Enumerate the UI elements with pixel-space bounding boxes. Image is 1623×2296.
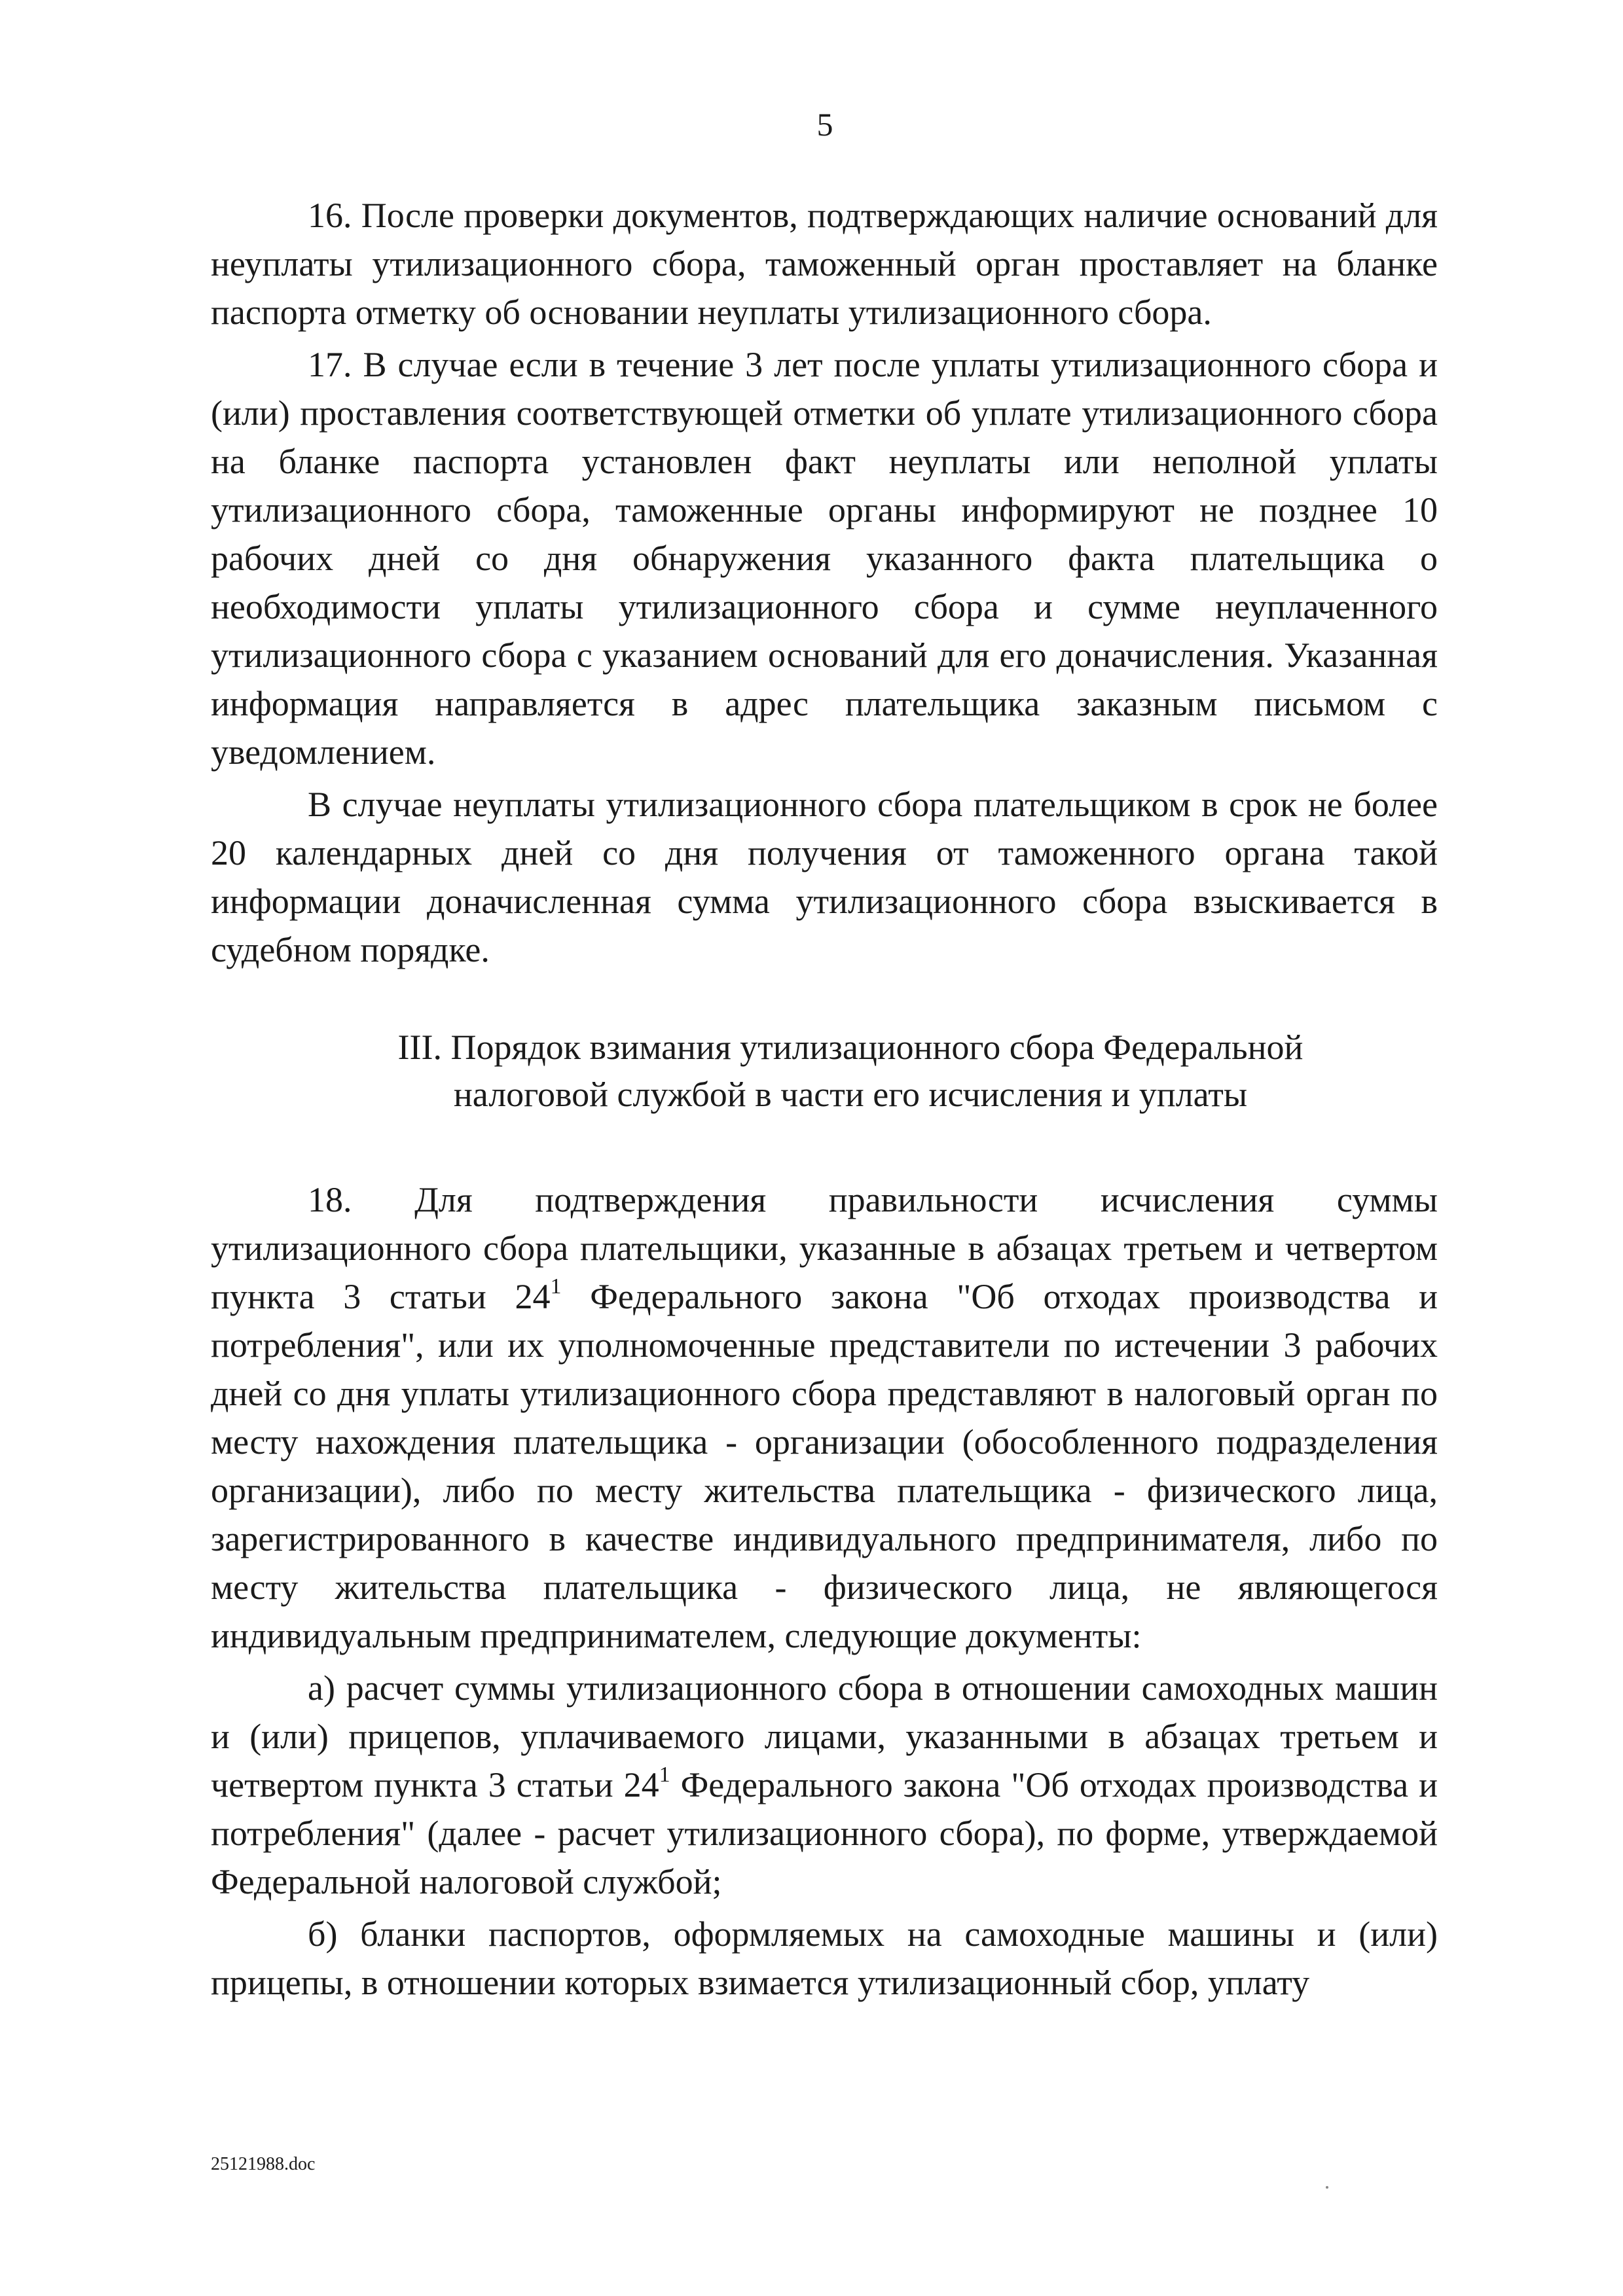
- paragraph-18-superscript: 1: [550, 1274, 562, 1299]
- section-heading-iii: [211, 1024, 1438, 1118]
- item-b: б) бланки паспортов, оформляемых на самоходные машины и (или) прицепы, в отношении которых взимается утилизационный сбор, уплату: [211, 1914, 1438, 2002]
- paragraph-18: [211, 1175, 1438, 1660]
- section-heading-line-1: III. Порядок взимания утилизационного сбора Федеральной: [397, 1028, 1304, 1067]
- paragraph-18-part-1: 18. Для подтверждения правильности исчисления суммы утилизационного сбора плательщики, указанные в абзацах третьем и четвертом пункта 3 статьи 24: [211, 1180, 1438, 1316]
- paragraph-17: 17. В случае если в течение 3 лет после уплаты утилизационного сбора и (или) проставления соответствующей отметки об уплате утилизационного сбора на бланке паспорта установлен факт неуплаты или неполной уплаты утилизационного сбора, таможенные органы информируют не позднее 10 рабочих дней со дня обнаружения указанного факта плательщика о необходимости уплаты утилизационного сбора и сумме неуплаченного утилизационного сбора с указанием оснований для его доначисления. Указанная информация направляется в адрес плательщика заказным письмом с уведомлением.: [211, 345, 1438, 772]
- scan-speck: [1326, 2186, 1328, 2189]
- item-a-part-1: а) расчет суммы утилизационного сбора в отношении самоходных машин и (или) прицепов, уплачиваемого лицами, указанными в абзацах третьем и четвертом пункта 3 статьи 24: [211, 1668, 1438, 1804]
- item-a: [211, 1664, 1438, 1906]
- section-heading-line-2: налоговой службой в части его исчисления и уплаты: [453, 1075, 1248, 1114]
- item-a-part-2: Федерального закона "Об отходах производства и потребления" (далее - расчет утилизационного сбора), по форме, утверждаемой Федеральной налоговой службой;: [211, 1765, 1438, 1901]
- item-a-superscript: 1: [659, 1763, 670, 1787]
- page-number: 5: [816, 106, 833, 143]
- footer-file-name: 25121988.doc: [211, 2154, 316, 2174]
- document-body: [211, 191, 1438, 2011]
- paragraph-16: 16. После проверки документов, подтверждающих наличие оснований для неуплаты утилизационного сбора, таможенный орган проставляет на бланке паспорта отметку об основании неуплаты утилизационного сбора.: [211, 196, 1438, 332]
- paragraph-18-part-2: Федерального закона "Об отходах производства и потребления", или их уполномоченные представители по истечении 3 рабочих дней со дня уплаты утилизационного сбора представляют в налоговый орган по месту нахождения плательщика - организации (обособленного подразделения организации), либо по месту жительства плательщика - физического лица, зарегистрированного в качестве индивидуального предпринимателя, либо по месту жительства плательщика - физического лица, не являющегося индивидуальным предпринимателем, следующие документы:: [211, 1277, 1438, 1655]
- paragraph-17-continuation: В случае неуплаты утилизационного сбора плательщиком в срок не более 20 календарных дней со дня получения от таможенного органа такой информации доначисленная сумма утилизационного сбора взыскивается в судебном порядке.: [211, 785, 1438, 969]
